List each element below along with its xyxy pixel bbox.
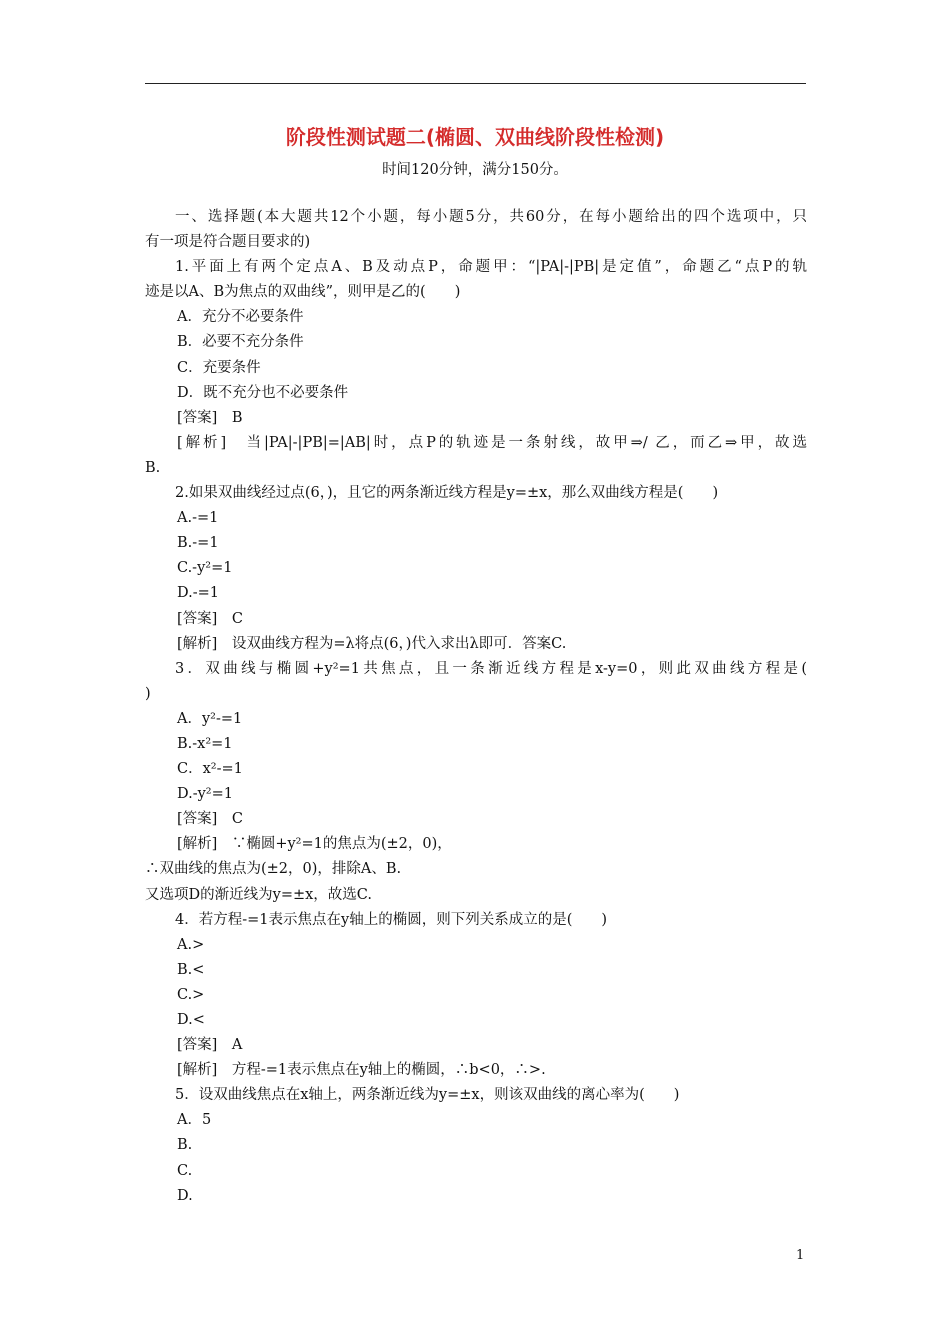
text-line: C.> [177,986,205,1003]
text-line: A．5 [177,1112,212,1129]
text-line: [解析] 当|PA|-|PB|=|AB|时，点P的轨迹是一条射线，故甲⇒/ 乙，而乙⇒甲，故选 [177,434,807,451]
text-line: A．y²-=1 [177,710,243,727]
text-line: C. [177,1162,193,1179]
text-line: B. [145,459,161,476]
text-line: B.< [177,961,205,978]
text-line: [答案] A [177,1037,243,1054]
text-line: A.-=1 [177,510,219,527]
text-line: 1.平面上有两个定点A、B及动点P，命题甲：“|PA|-|PB|是定值”，命题乙“点P的轨 [175,259,807,276]
text-line: D.-y²=1 [177,786,233,803]
text-line: 5．设双曲线焦点在x轴上，两条渐近线为y=±x，则该双曲线的离心率为( ) [175,1087,680,1104]
text-line: B.-=1 [177,535,219,552]
text-line: 2.如果双曲线经过点(6，)，且它的两条渐近线方程是y=±x，那么双曲线方程是( ) [175,485,719,502]
text-line: 又选项D的渐近线为y=±x，故选C. [145,886,372,903]
text-line: [解析] 设双曲线方程为=λ将点(6，)代入求出λ即可．答案C. [177,635,567,652]
text-line: [答案] C [177,811,243,828]
text-line: C．充要条件 [177,359,261,376]
document-body [145,205,807,1209]
text-line: 4．若方程-=1表示焦点在y轴上的椭圆，则下列关系成立的是( ) [175,911,608,928]
text-line: A．充分不必要条件 [177,309,304,326]
text-line: [答案] C [177,610,243,627]
text-line: C．x²-=1 [177,761,243,778]
document-subtitle: 时间120分钟，满分150分。 [382,162,568,178]
text-line: 迹是以A、B为焦点的双曲线”，则甲是乙的( ) [145,284,461,301]
text-line: ) [145,685,151,702]
text-line: [解析] 方程-=1表示焦点在y轴上的椭圆，∴b<0，∴>. [177,1062,546,1079]
text-line: 3．双曲线与椭圆+y²=1共焦点，且一条渐近线方程是x-y=0，则此双曲线方程是( [175,660,807,677]
header-rule [145,83,806,84]
text-line: D. [177,1187,193,1204]
text-line: [解析] ∵椭圆+y²=1的焦点为(±2，0)， [177,836,452,853]
text-line: 一、选择题(本大题共12个小题，每小题5分，共60分，在每小题给出的四个选项中，只 [175,209,807,225]
document-title: 阶段性测试题二(椭圆、双曲线阶段性检测) [285,125,665,149]
text-line: B. [177,1137,193,1154]
text-line: D.-=1 [177,585,219,602]
text-line: D.< [177,1012,205,1028]
text-line: A.> [177,936,205,953]
text-line: [答案] B [177,409,243,426]
text-line: B．必要不充分条件 [177,334,304,351]
page-number: 1 [796,1248,805,1263]
text-line: ∴双曲线的焦点为(±2，0)，排除A、B. [145,861,402,878]
text-line: B.-x²=1 [177,735,233,752]
text-line: 有一项是符合题目要求的) [145,234,311,251]
text-line: C.-y²=1 [177,560,233,577]
text-line: D．既不充分也不必要条件 [177,384,349,401]
